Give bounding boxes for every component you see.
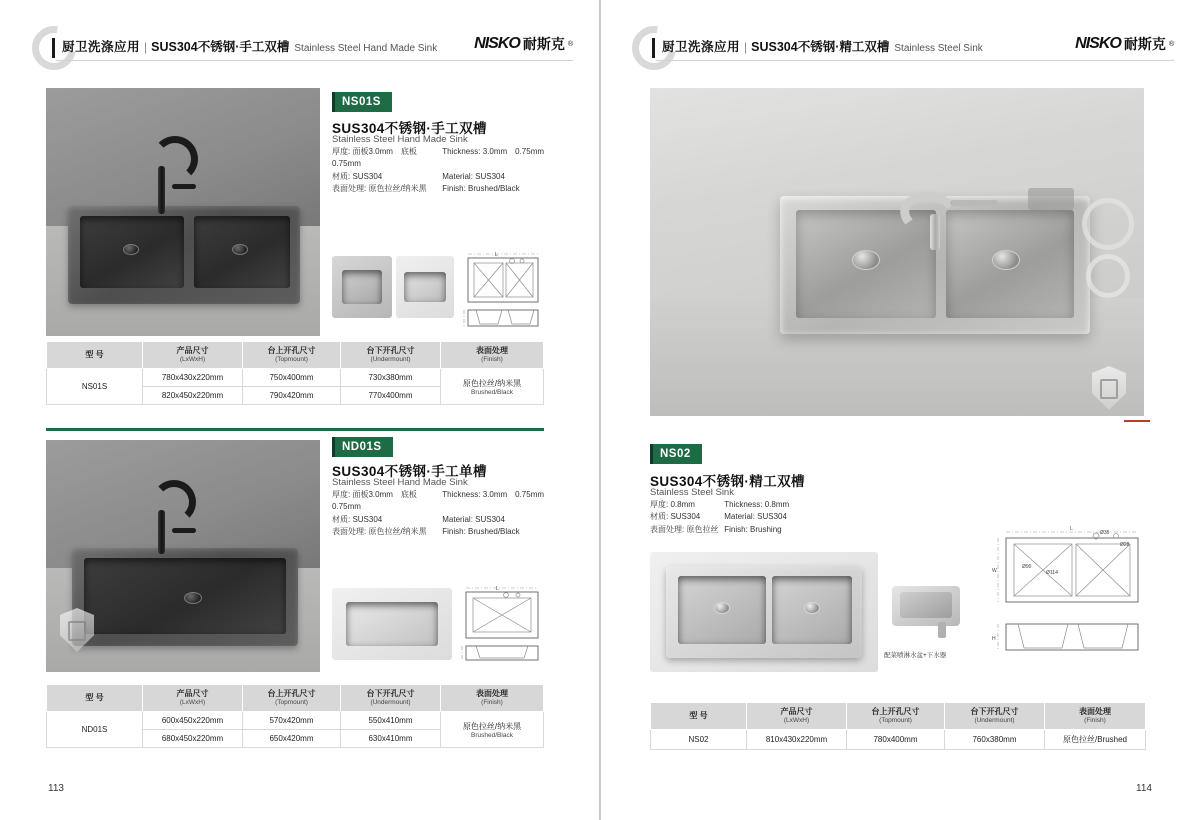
header-category: 厨卫洗涤应用 — [662, 40, 741, 54]
dim-label-hole4: Ø114 — [1046, 570, 1058, 576]
th-finish: 表面处理 (Finish) — [1045, 703, 1146, 730]
th-topmount: 台上开孔尺寸 (Topmount) — [243, 342, 341, 369]
header-text — [662, 37, 983, 56]
th-finish: 表面处理 (Finish) — [441, 342, 544, 369]
cell-finish: 原色拉丝/Brushed — [1045, 730, 1146, 750]
product-specs-nd01s — [332, 489, 564, 539]
render-3d-ns01s-b — [396, 256, 454, 318]
cell-model: ND01S — [47, 712, 143, 748]
table-row — [47, 712, 544, 730]
render-3d-nd01s — [332, 588, 452, 660]
red-accent-mark — [1124, 420, 1150, 422]
product-title-en-nd01s: Stainless Steel Hand Made Sink — [332, 477, 468, 488]
table-header-row — [47, 685, 544, 712]
cell-top-1: 570x420mm — [243, 712, 341, 730]
header-category: 厨卫洗涤应用 — [62, 40, 141, 54]
brand-name-cn: 耐斯克 — [1123, 36, 1166, 52]
header-separator: | — [144, 40, 148, 54]
brand-reg-mark: ® — [1168, 40, 1174, 48]
th-model: 型 号 — [47, 342, 143, 369]
th-model: 型 号 — [47, 685, 143, 712]
accessory-caption: 配菜喷淋水盆+下水器 — [884, 652, 947, 659]
table-header-row — [651, 703, 1146, 730]
header-accent-bar — [52, 38, 55, 58]
spec-en-1: Material: SUS304 — [724, 512, 787, 522]
cell-size-2: 820x450x220mm — [143, 387, 243, 405]
cell-under-1: 550x410mm — [341, 712, 441, 730]
cell-finish: 原色拉丝/纳米黑 Brushed/Black — [441, 369, 544, 405]
product-photo-ns01s — [46, 88, 320, 336]
dim-label-hole2: Ø28 — [1120, 542, 1130, 548]
dim-label-length: L — [1070, 526, 1073, 532]
spec-en-2: Finish: Brushed/Black — [442, 184, 520, 194]
cell-under-2: 770x400mm — [341, 387, 441, 405]
header-text — [62, 37, 437, 56]
th-model: 型 号 — [651, 703, 747, 730]
dim-label-width: W — [992, 568, 997, 574]
spec-cn-1: 材质: SUS304 — [332, 171, 383, 181]
header-rule — [656, 60, 1174, 61]
header-separator: | — [744, 40, 748, 54]
th-size: 产品尺寸 (LxWxH) — [747, 703, 847, 730]
section-divider — [46, 428, 544, 431]
th-undermount: 台下开孔尺寸 (Undermount) — [945, 703, 1045, 730]
spec-cn-0: 厚度: 面板3.0mm 底板0.75mm — [332, 147, 417, 169]
spec-table-nd01s — [46, 684, 544, 748]
product-title-cn-ns02: SUS304不锈钢·精工双槽 — [650, 474, 805, 489]
th-undermount: 台下开孔尺寸 (Undermount) — [341, 685, 441, 712]
cell-size-1: 600x450x220mm — [143, 712, 243, 730]
spec-en-1: Material: SUS304 — [442, 514, 505, 524]
cell-under-2: 630x410mm — [341, 730, 441, 748]
svg-text:L: L — [496, 586, 499, 592]
brand-logo — [474, 34, 573, 54]
cell-size-1: 780x430x220mm — [143, 369, 243, 387]
technical-drawing-nd01s — [460, 584, 544, 666]
table-row — [47, 369, 544, 387]
page-header-left — [26, 26, 573, 70]
svg-text:L: L — [495, 252, 498, 258]
spec-cn-0: 厚度: 面板3.0mm 底板0.75mm — [332, 490, 417, 512]
render-3d-ns02 — [650, 552, 878, 672]
header-title-en: Stainless Steel Sink — [894, 43, 983, 54]
product-photo-nd01s — [46, 440, 320, 672]
technical-drawing-ns02 — [984, 524, 1148, 670]
spec-en-0: Thickness: 3.0mm 0.75mm — [442, 490, 545, 499]
product-tag-nd01s: ND01S — [332, 437, 393, 457]
product-title-cn-ns01s: SUS304不锈钢·手工双槽 — [332, 121, 487, 136]
page-right — [600, 0, 1200, 820]
spec-cn-2: 表面处理: 原色拉丝/纳米黑 — [332, 527, 427, 537]
th-finish: 表面处理 (Finish) — [441, 685, 544, 712]
spec-cn-2: 表面处理: 原色拉丝/纳米黑 — [332, 184, 427, 194]
accessory-render — [892, 580, 968, 638]
page-gutter — [599, 0, 601, 820]
cell-top-1: 750x400mm — [243, 369, 341, 387]
dim-label-hole3: Ø90 — [1022, 564, 1032, 570]
page-number-right: 114 — [1136, 783, 1152, 794]
th-topmount: 台上开孔尺寸 (Topmount) — [243, 685, 341, 712]
spec-table-ns02 — [650, 702, 1146, 750]
brand-name-en: NISKO — [1075, 35, 1121, 52]
page-number-left: 113 — [48, 783, 64, 794]
cell-size-1: 810x430x220mm — [747, 730, 847, 750]
render-3d-ns01s-a — [332, 256, 392, 318]
th-undermount: 台下开孔尺寸 (Undermount) — [341, 342, 441, 369]
th-size: 产品尺寸 (LxWxH) — [143, 685, 243, 712]
spec-cn-1: 材质: SUS304 — [332, 514, 383, 524]
product-tag-ns01s: NS01S — [332, 92, 392, 112]
header-title-en: Stainless Steel Hand Made Sink — [294, 43, 438, 54]
dim-label-hole1: Ø35 — [1100, 530, 1110, 536]
header-title-cn: SUS304不锈钢·精工双槽 — [751, 40, 890, 54]
product-specs-ns02 — [650, 499, 890, 536]
cell-under-1: 730x380mm — [341, 369, 441, 387]
product-title-en-ns02: Stainless Steel Sink — [650, 487, 734, 498]
th-size: 产品尺寸 (LxWxH) — [143, 342, 243, 369]
header-rule — [56, 60, 573, 61]
product-title-cn-nd01s: SUS304不锈钢·手工单槽 — [332, 464, 487, 479]
brand-name-cn: 耐斯克 — [522, 36, 565, 52]
brand-reg-mark: ® — [567, 40, 573, 48]
cell-top-2: 790x420mm — [243, 387, 341, 405]
spec-table-ns01s — [46, 341, 544, 405]
product-title-en-ns01s: Stainless Steel Hand Made Sink — [332, 134, 468, 145]
cell-size-2: 680x450x220mm — [143, 730, 243, 748]
brand-logo — [1075, 34, 1174, 54]
th-topmount: 台上开孔尺寸 (Topmount) — [847, 703, 945, 730]
technical-drawing-ns01s — [462, 252, 544, 330]
cell-top-1: 780x400mm — [847, 730, 945, 750]
dim-label-height: H — [992, 636, 996, 642]
cell-model: NS01S — [47, 369, 143, 405]
page-header-right — [626, 26, 1174, 70]
table-header-row — [47, 342, 544, 369]
spec-en-0: Thickness: 0.8mm — [724, 500, 790, 509]
spec-cn-0: 厚度: 0.8mm — [650, 500, 695, 509]
header-accent-bar — [652, 38, 655, 58]
spec-en-1: Material: SUS304 — [442, 171, 505, 181]
product-specs-ns01s — [332, 146, 562, 196]
cell-under-1: 760x380mm — [945, 730, 1045, 750]
brand-name-en: NISKO — [474, 35, 520, 52]
table-row — [651, 730, 1146, 750]
product-hero-photo-ns02 — [650, 88, 1144, 416]
spec-cn-1: 材质: SUS304 — [650, 512, 701, 522]
spec-en-2: Finish: Brushed/Black — [442, 527, 520, 537]
cell-top-2: 650x420mm — [243, 730, 341, 748]
header-title-cn: SUS304不锈钢·手工双槽 — [151, 40, 290, 54]
spec-cn-2: 表面处理: 原色拉丝 — [650, 524, 719, 534]
cell-model: NS02 — [651, 730, 747, 750]
product-tag-ns02: NS02 — [650, 444, 702, 464]
spec-en-2: Finish: Brushing — [724, 524, 782, 534]
cell-finish: 原色拉丝/纳米黑 Brushed/Black — [441, 712, 544, 748]
spec-en-0: Thickness: 3.0mm 0.75mm — [442, 147, 545, 156]
